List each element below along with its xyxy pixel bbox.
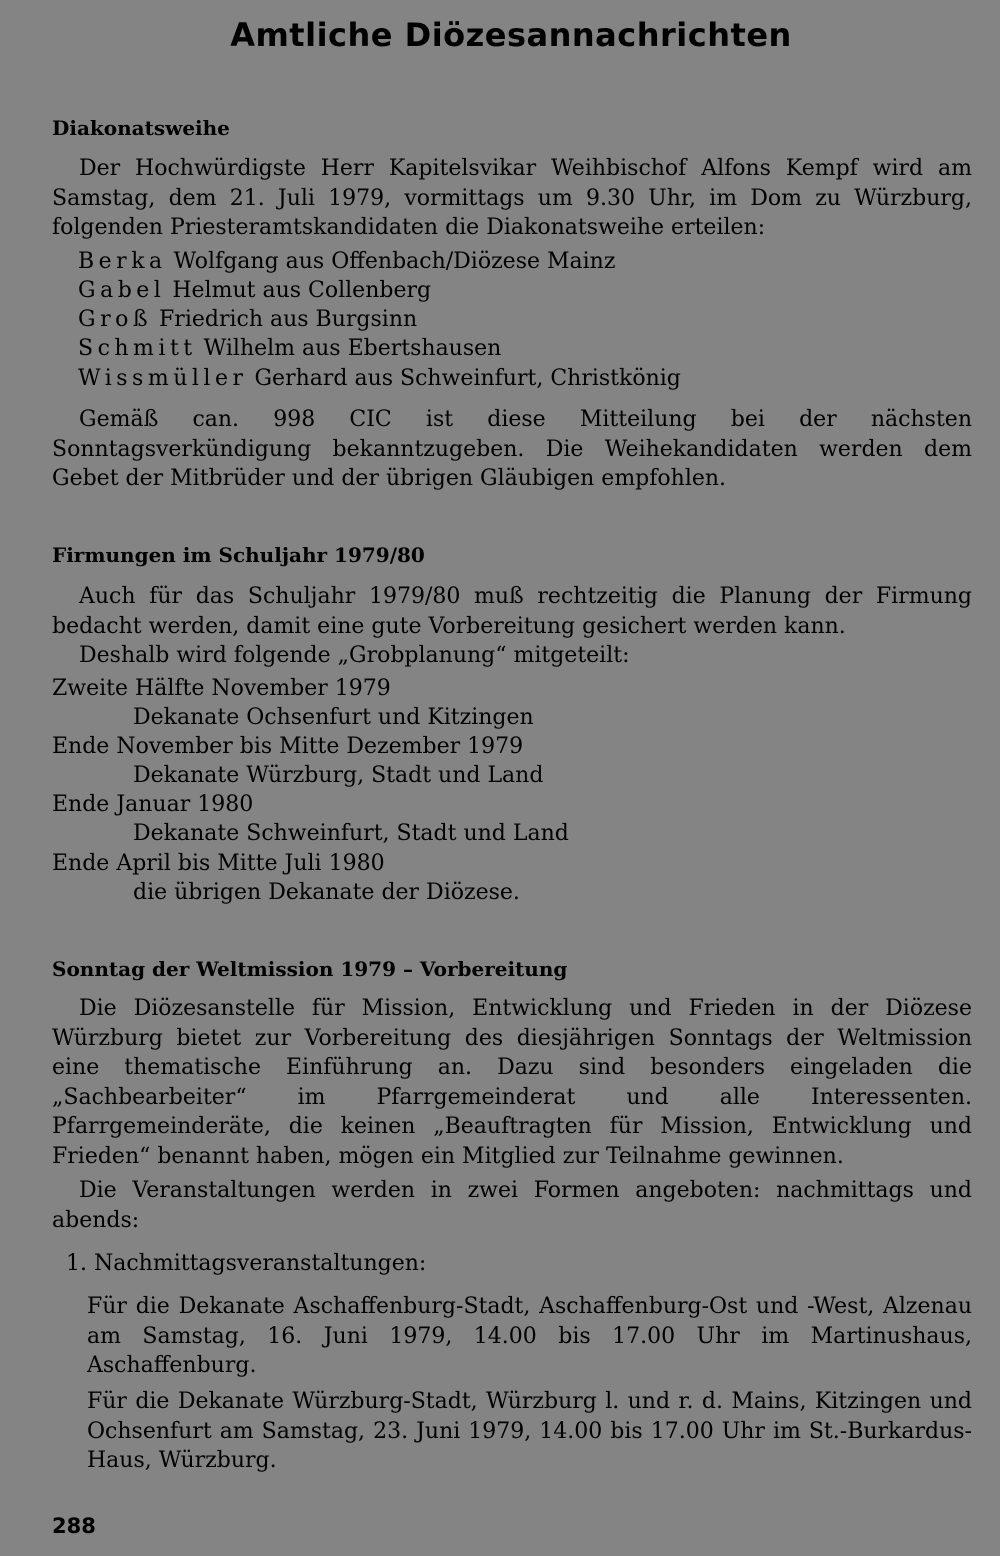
- event-wuerzburg: Für die Dekanate Würzburg-Stadt, Würzburg l. und r. d. Mains, Kitzingen und Ochsenfurt am Samstag, 23. Juni 1979, 14.00 bis 17.00 Uhr im St.-Burkardus-Haus, Würzburg.: [87, 1389, 972, 1473]
- candidate-line: [78, 336, 501, 361]
- schedule-date: Zweite Hälfte November 1979: [52, 676, 391, 701]
- candidate-details: Wolfgang aus Offenbach/Diözese Mainz: [173, 249, 616, 274]
- weltmission-formats: Die Veranstaltungen werden in zwei Formen angeboten: nachmittags und abends:: [52, 1178, 972, 1233]
- schedule-place: Dekanate Ochsenfurt und Kitzingen: [133, 705, 534, 730]
- candidate-surname: Berka: [78, 249, 167, 274]
- schedule-place: Dekanate Würzburg, Stadt und Land: [133, 763, 544, 788]
- firmungen-planning-intro: Deshalb wird folgende „Grobplanung“ mitgeteilt:: [79, 643, 630, 668]
- schedule-date: Ende November bis Mitte Dezember 1979: [52, 734, 524, 759]
- candidate-details: Helmut aus Collenberg: [172, 278, 432, 303]
- candidate-surname: Wissmüller: [78, 366, 248, 391]
- candidate-details: Wilhelm aus Ebertshausen: [203, 336, 502, 361]
- schedule-date: Ende Januar 1980: [52, 792, 254, 817]
- page-number: 288: [52, 1514, 96, 1538]
- candidate-line: [78, 278, 431, 303]
- section-heading-firmungen: Firmungen im Schuljahr 1979/80: [52, 543, 425, 567]
- candidate-surname: Schmitt: [78, 336, 197, 361]
- weltmission-paragraph: Die Diözesanstelle für Mission, Entwicklung und Frieden in der Diözese Würzburg bietet zur Vorbereitung des diesjährigen Sonntags der Weltmission eine thematische Einführung an. Dazu sind besonders eingeladen die „Sachbearbeiter“ im Pfarrgemeinderat und alle Interessenten. Pfarrgemeinderäte, die keinen „Beauftragten für Mission, Entwicklung und Frieden“ benannt haben, mögen ein Mitglied zur Teilnahme gewinnen.: [52, 996, 972, 1169]
- page-title: Amtliche Diözesannachrichten: [230, 16, 792, 54]
- candidate-details: Gerhard aus Schweinfurt, Christkönig: [254, 366, 681, 391]
- schedule-place: Dekanate Schweinfurt, Stadt und Land: [133, 821, 569, 846]
- candidate-line: [78, 249, 615, 274]
- list-item-nachmittag: 1. Nachmittagsveranstaltungen:: [66, 1251, 427, 1276]
- section-heading-diakonatsweihe: Diakonatsweihe: [52, 116, 230, 140]
- candidate-line: [78, 366, 681, 391]
- schedule-date: Ende April bis Mitte Juli 1980: [52, 851, 385, 876]
- schedule-place: die übrigen Dekanate der Diözese.: [133, 880, 520, 905]
- candidate-surname: Gabel: [78, 278, 166, 303]
- section-heading-weltmission: Sonntag der Weltmission 1979 – Vorbereitung: [52, 957, 568, 981]
- candidate-surname: Groß: [78, 307, 153, 332]
- firmungen-paragraph: Auch für das Schuljahr 1979/80 muß rechtzeitig die Planung der Firmung bedacht werden, damit eine gute Vorbereitung gesichert werden kann.: [52, 584, 972, 639]
- diakonatsweihe-closing: Gemäß can. 998 CIC ist diese Mitteilung bei der nächsten Sonntagsverkündigung bekanntzugeben. Die Weihekandidaten werden dem Gebet der Mitbrüder und der übrigen Gläubigen empfohlen.: [52, 407, 972, 491]
- event-aschaffenburg: Für die Dekanate Aschaffenburg-Stadt, Aschaffenburg-Ost und -West, Alzenau am Samstag, 16. Juni 1979, 14.00 bis 17.00 Uhr im Martinushaus, Aschaffenburg.: [87, 1294, 972, 1378]
- diakonatsweihe-intro: Der Hochwürdigste Herr Kapitelsvikar Weihbischof Alfons Kempf wird am Samstag, dem 21. Juli 1979, vormittags um 9.30 Uhr, im Dom zu Würzburg, folgenden Priesteramtskandidaten die Diakonatsweihe erteilen:: [52, 156, 972, 240]
- candidate-details: Friedrich aus Burgsinn: [159, 307, 418, 332]
- candidate-line: [78, 307, 417, 332]
